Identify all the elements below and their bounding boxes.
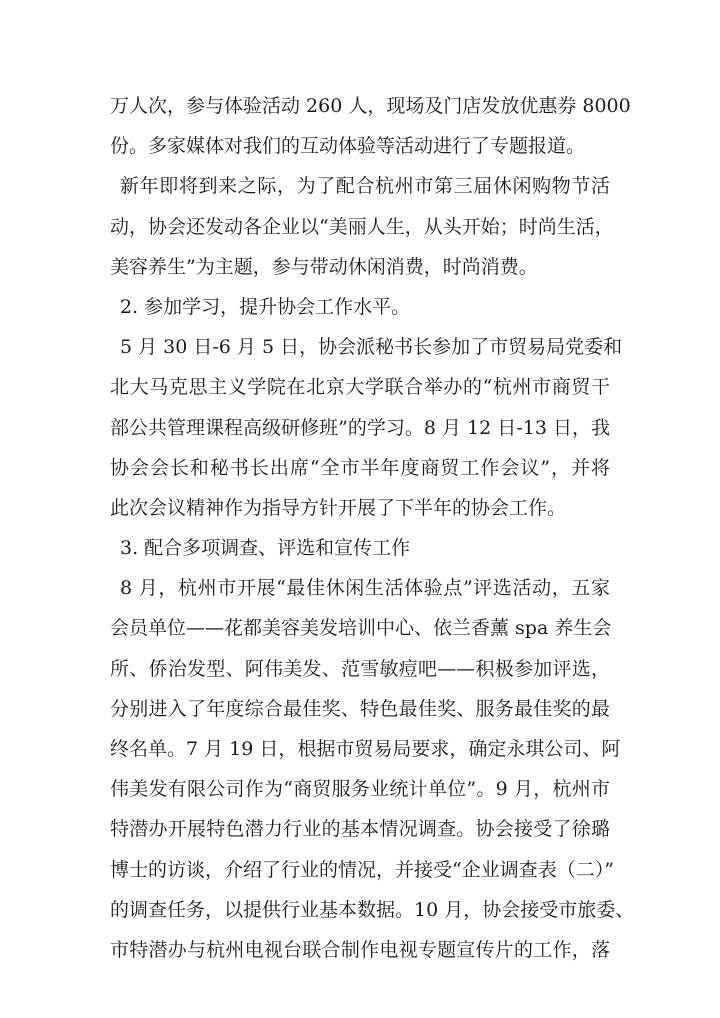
text-line: 伟美发有限公司作为“商贸服务业统计单位”。9 月，杭州市 — [110, 778, 610, 801]
text-line: 美容养生”为主题，参与带动休闲消费，时尚消费。 — [110, 255, 538, 278]
document-body-text — [110, 86, 635, 970]
text-line: 动，协会还发动各企业以“美丽人生，从头开始；时尚生活， — [110, 215, 614, 238]
text-line: 会员单位——花都美容美发培训中心、依兰香薰 spa 养生会 — [110, 617, 612, 640]
text-line: 北大马克思主义学院在北京大学联合举办的“杭州市商贸干 — [110, 376, 610, 399]
text-line: 的调查任务，以提供行业基本数据。10 月，协会接受市旅委、 — [110, 898, 635, 921]
text-line: 所、侨治发型、阿伟美发、范雪敏痘吧——积极参加评选， — [110, 657, 610, 680]
text-line: 协会会长和秘书长出席“全市半年度商贸工作会议”，并将 — [110, 456, 610, 479]
text-line: 份。多家媒体对我们的互动体验等活动进行了专题报道。 — [110, 135, 586, 158]
text-line: 3. 配合多项调查、评选和宣传工作 — [120, 537, 411, 560]
text-line: 2. 参加学习，提升协会工作水平。 — [120, 295, 411, 318]
text-line: 5 月 30 日-6 月 5 日，协会派秘书长参加了市贸易局党委和 — [120, 336, 623, 359]
text-line: 此次会议精神作为指导方针开展了下半年的协会工作。 — [110, 496, 567, 519]
text-line: 分别进入了年度综合最佳奖、特色最佳奖、服务最佳奖的最 — [110, 697, 610, 720]
text-line: 终名单。7 月 19 日，根据市贸易局要求，确定永琪公司、阿 — [110, 738, 621, 760]
text-line: 部公共管理课程高级研修班”的学习。8 月 12 日-13 日，我 — [110, 416, 610, 439]
text-line: 市特潜办与杭州电视台联合制作电视专题宣传片的工作，落 — [110, 938, 610, 961]
text-line: 博士的访谈，介绍了行业的情况，并接受“企业调查表（二）” — [110, 858, 614, 881]
text-line: 8 月，杭州市开展“最佳休闲生活体验点”评选活动，五家 — [120, 577, 610, 600]
text-line: 万人次，参与体验活动 260 人，现场及门店发放优惠券 8000 — [110, 95, 631, 117]
text-line: 新年即将到来之际，为了配合杭州市第三届休闲购物节活 — [120, 175, 610, 198]
text-line: 特潜办开展特色潜力行业的基本情况调查。协会接受了徐璐 — [110, 818, 610, 841]
